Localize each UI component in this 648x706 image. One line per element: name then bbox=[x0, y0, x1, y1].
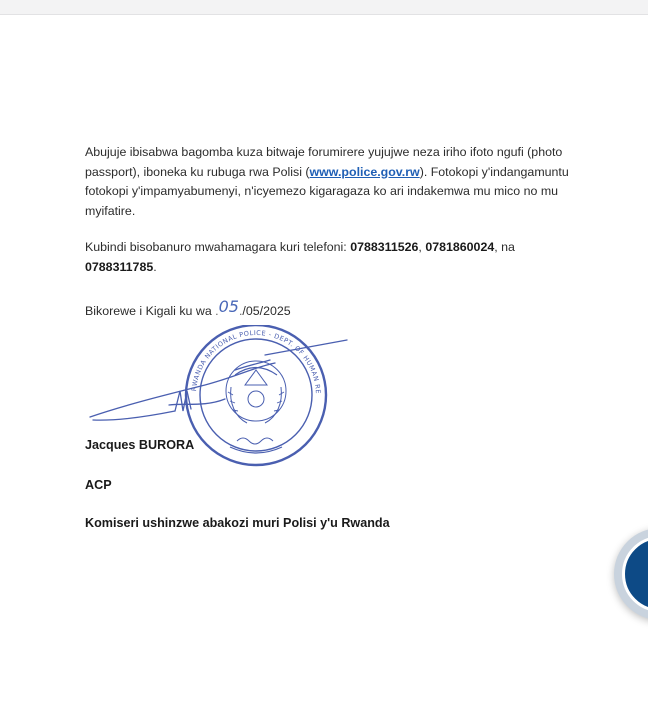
phone-number-1: 0788311526 bbox=[350, 240, 419, 254]
date-line: Bikorewe i Kigali ku wa .05./05/2025 bbox=[85, 297, 291, 318]
paragraph-line-4: myifatire. bbox=[85, 203, 136, 218]
svg-text:RWANDA NATIONAL POLICE - DEPT.: RWANDA NATIONAL POLICE - DEPT. OF HUMAN RE bbox=[190, 328, 323, 395]
handwritten-day: 05 bbox=[218, 297, 239, 316]
floating-action-button-inner[interactable] bbox=[622, 536, 648, 612]
viewer-top-bar bbox=[0, 0, 648, 15]
phone-number-2: 0781860024 bbox=[425, 240, 495, 254]
signatory-title: Komiseri ushinzwe abakozi muri Polisi y'u Rwanda bbox=[85, 516, 390, 530]
floating-action-button[interactable] bbox=[614, 528, 648, 620]
police-website-link[interactable]: www.police.gov.rw bbox=[309, 164, 420, 179]
contact-paragraph: Kubindi bisobanuro mwahamagara kuri telefoni: 0788311526, 0781860024, na 0788311785. bbox=[85, 240, 515, 274]
phone-number-3: 0788311785 bbox=[85, 259, 154, 274]
document-body bbox=[85, 143, 648, 318]
signature-scribble bbox=[90, 340, 347, 420]
paragraph-line-1: Abujuje ibisabwa bagomba kuza bitwaje forumirere yujujwe neza iriho ifoto ngufi (photo bbox=[85, 145, 563, 159]
signatory-rank: ACP bbox=[85, 478, 112, 492]
paragraph-line-3: fotokopi y'impamyabumenyi, n'icyemezo kigaragaza ko ari indakemwa mu mico no mu bbox=[85, 184, 559, 198]
paragraph-line-2: passport), iboneka ku rubuga rwa Polisi (www.police.gov.rw). Fotokopi y'indangamuntu bbox=[85, 164, 569, 179]
requirements-paragraph bbox=[85, 143, 648, 221]
signatory-name: Jacques BURORA bbox=[85, 438, 195, 452]
